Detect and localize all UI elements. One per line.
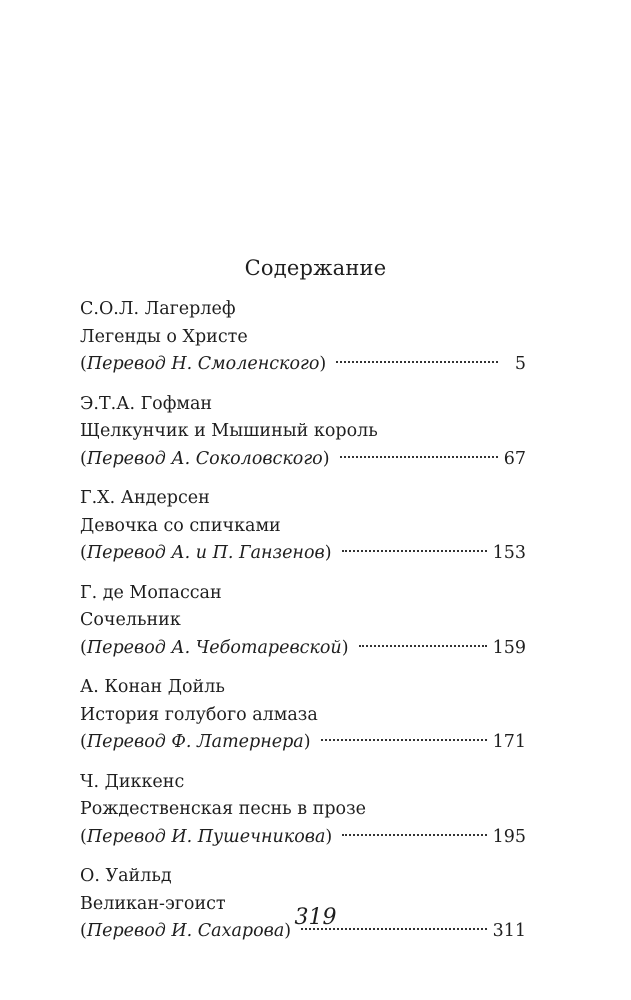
entry-translation-line — [80, 446, 526, 474]
entry-translation: (Перевод А. Чеботаревской) — [80, 637, 349, 658]
table-of-contents — [80, 296, 526, 958]
page-title: Содержание — [244, 256, 387, 280]
toc-entry — [80, 485, 526, 568]
entry-work-title: Легенды о Христе — [80, 326, 248, 347]
entry-translator: Перевод А. Чеботаревской — [86, 637, 342, 658]
entry-author: Г. де Мопассан — [80, 582, 222, 603]
entry-translator: Перевод А. и П. Ганзенов — [86, 543, 325, 563]
entry-translation: (Перевод А. и П. Ганзенов) — [80, 543, 332, 563]
entry-translation: (Перевод И. Сахарова) — [80, 921, 292, 941]
entry-translation-line — [80, 824, 526, 852]
entry-page-number: 171 — [492, 732, 526, 752]
toc-entry — [80, 674, 526, 757]
entry-work-title: Великан-эгоист — [80, 893, 226, 914]
dot-leader — [359, 644, 487, 647]
entry-author: А. Конан Дойль — [80, 677, 225, 697]
entry-translation-line — [80, 540, 526, 568]
entry-author: Э.Т.А. Гофман — [80, 393, 213, 414]
toc-entry — [80, 769, 526, 852]
entry-translator: Перевод Н. Смоленского — [86, 354, 320, 374]
entry-translator: Перевод Ф. Латернера — [86, 732, 304, 752]
entry-work-title: Сочельник — [80, 610, 181, 630]
entry-translation: (Перевод И. Пушечникова) — [80, 826, 333, 847]
entry-translation: (Перевод Ф. Латернера) — [80, 732, 311, 752]
entry-author: С.О.Л. Лагерлеф — [80, 299, 236, 319]
entry-work-title: Рождественская песнь в прозе — [80, 799, 366, 819]
dot-leader — [340, 455, 498, 458]
dot-leader — [342, 833, 486, 836]
entry-translation: (Перевод Н. Смоленского) — [80, 354, 327, 374]
entry-translation: (Перевод А. Соколовского) — [80, 448, 330, 469]
entry-page-number: 311 — [492, 921, 526, 941]
toc-entry — [80, 580, 526, 663]
entry-page-number: 67 — [503, 448, 526, 469]
entry-page-number: 195 — [492, 826, 526, 847]
entry-translation-line — [80, 635, 526, 663]
entry-translation-line — [80, 729, 526, 757]
entry-work-title: Щелкунчик и Мышиный король — [80, 421, 378, 441]
entry-translation-line — [80, 351, 526, 379]
entry-translator: Перевод А. Соколовского — [86, 448, 323, 469]
entry-author: Ч. Диккенс — [80, 771, 185, 792]
dot-leader — [342, 549, 487, 552]
entry-work-title: Девочка со спичками — [80, 515, 281, 536]
entry-author: Г.Х. Андерсен — [80, 488, 210, 508]
entry-page-number: 153 — [492, 543, 526, 563]
entry-author: О. Уайльд — [80, 866, 172, 886]
entry-work-title: История голубого алмаза — [80, 704, 318, 725]
page-number: 319 — [294, 905, 337, 930]
entry-translator: Перевод И. Пушечникова — [86, 826, 326, 847]
entry-page-number: 5 — [514, 354, 526, 374]
toc-entry — [80, 391, 526, 474]
entry-page-number: 159 — [492, 637, 526, 658]
dot-leader — [336, 360, 498, 363]
entry-translator: Перевод И. Сахарова — [86, 921, 285, 941]
toc-entry — [80, 296, 526, 379]
dot-leader — [321, 738, 487, 741]
